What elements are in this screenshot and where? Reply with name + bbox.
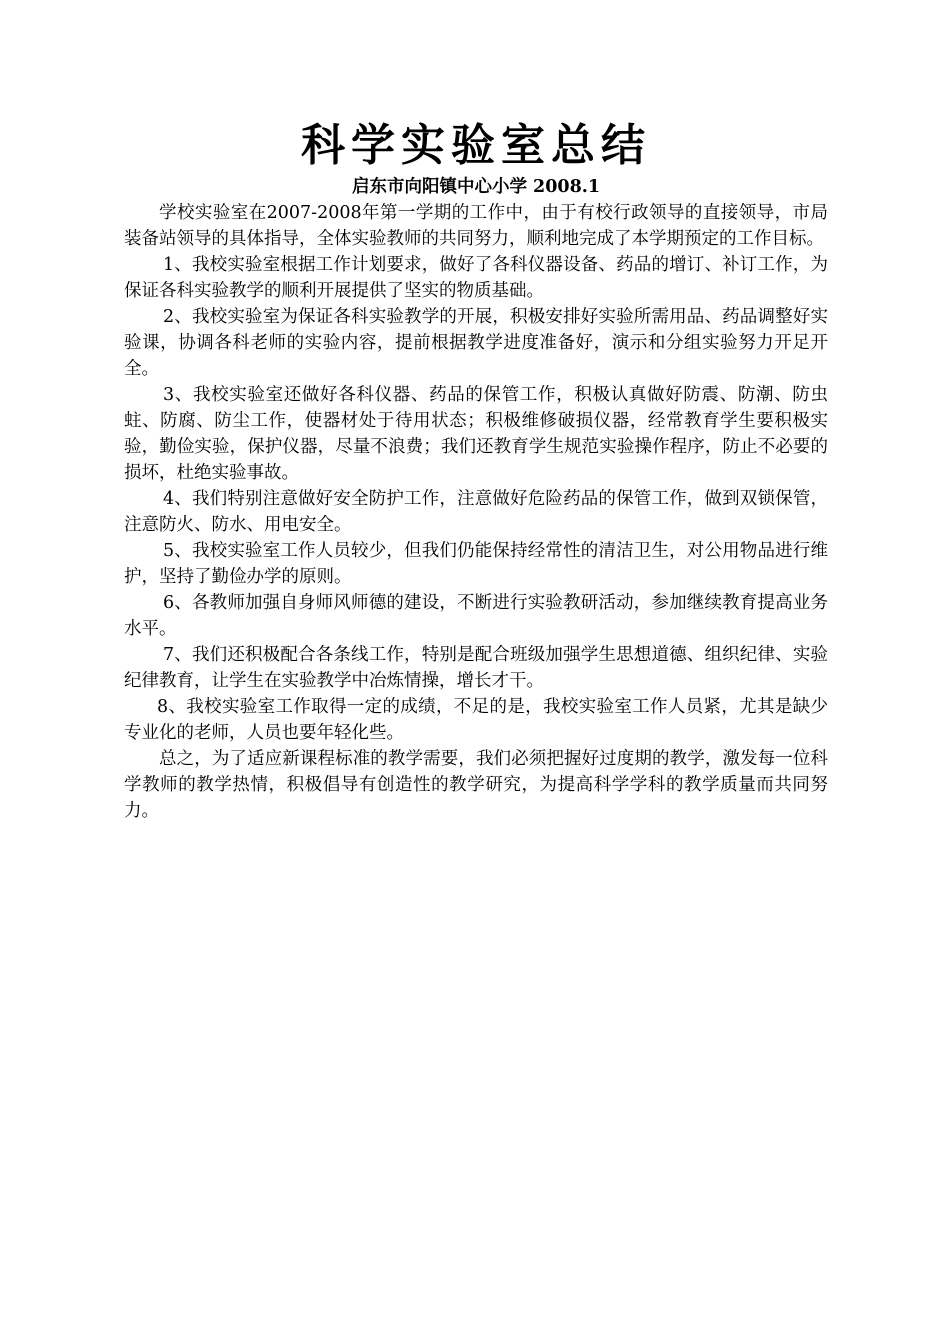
item-paragraph-8: 8、我校实验室工作取得一定的成绩，不足的是，我校实验室工作人员紧，尤其是缺少专业化的老师，人员也要年轻化些。 [124, 697, 828, 743]
item-paragraph-6: 6、各教师加强自身师风师德的建设，不断进行实验教研活动，参加继续教育提高业务水平。 [124, 593, 828, 639]
item-paragraph-3: 3、我校实验室还做好各科仪器、药品的保管工作，积极认真做好防震、防潮、防虫蛀、防腐、防尘工作，使器材处于待用状态；积极维修破损仪器，经常教育学生要积极实验，勤俭实验，保护仪器，尽量不浪费；我们还教育学生规范实验操作程序，防止不必要的损坏，杜绝实验事故。 [124, 385, 828, 483]
item-paragraph-5: 5、我校实验室工作人员较少，但我们仍能保持经常性的清洁卫生，对公用物品进行维护，坚持了勤俭办学的原则。 [124, 541, 828, 587]
item-paragraph-1: 1、我校实验室根据工作计划要求，做好了各科仪器设备、药品的增订、补订工作，为保证各科实验教学的顺利开展提供了坚实的物质基础。 [124, 255, 828, 301]
item-paragraph-4: 4、我们特别注意做好安全防护工作，注意做好危险药品的保管工作，做到双锁保管，注意防火、防水、用电安全。 [124, 489, 828, 535]
item-paragraph-2: 2、我校实验室为保证各科实验教学的开展，积极安排好实验所需用品、药品调整好实验课，协调各科老师的实验内容，提前根据教学进度准备好，演示和分组实验努力开足开全。 [124, 307, 828, 379]
intro-paragraph: 学校实验室在2007-2008年第一学期的工作中，由于有校行政领导的直接领导，市局装备站领导的具体指导，全体实验教师的共同努力，顺利地完成了本学期预定的工作目标。 [124, 203, 828, 249]
document-page [124, 118, 828, 824]
document-subtitle: 启东市向阳镇中心小学 2008.1 [351, 177, 601, 197]
document-body [124, 200, 828, 824]
summary-paragraph: 总之，为了适应新课程标准的教学需要，我们必须把握好过度期的教学，激发每一位科学教师的教学热情，积极倡导有创造性的教学研究，为提高科学学科的教学质量而共同努力。 [124, 749, 828, 821]
document-title: 科学实验室总结 [301, 120, 651, 171]
item-paragraph-7: 7、我们还积极配合各条线工作，特别是配合班级加强学生思想道德、组织纪律、实验纪律教育，让学生在实验教学中冶炼情操，增长才干。 [124, 645, 828, 691]
